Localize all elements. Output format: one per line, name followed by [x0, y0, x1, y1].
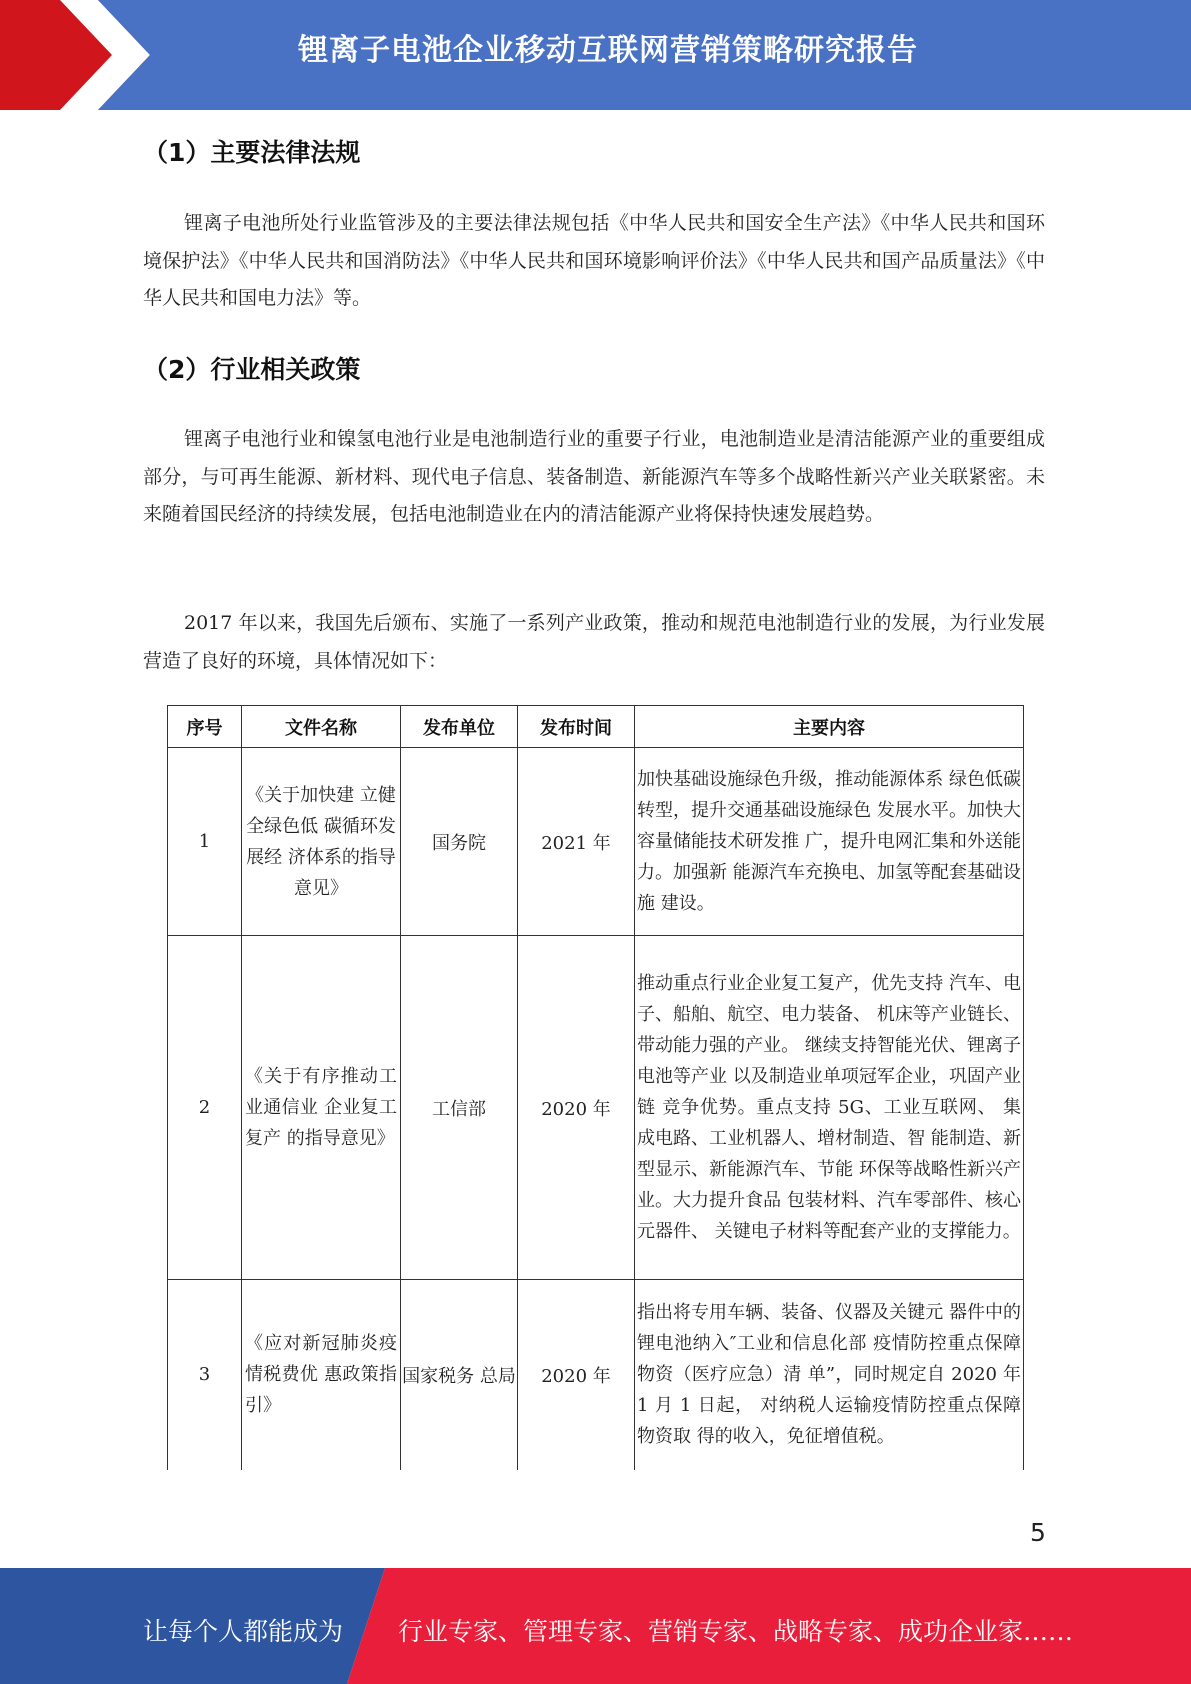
main-content: 推动重点行业企业复工复产，优先支持 汽车、电子、船舶、航空、电力装备、 机床等产业链长、带动能力强的产业。 继续支持智能光伏、锂离子电池等产业 以及制造业单项冠军企业，巩固产业链 竞争优势。重点支持 5G、工业互联网、 集成电路、工业机器人、增材制造、智 能制造、新型显示、新能源汽车、节能 环保等战略性新兴产业。大力提升食品 包装材料、汽车零部件、核心元器件、 关键电子材料等配套产业的支撑能力。 — [635, 936, 1024, 1280]
document-name: 《关于加快建 立健全绿色低 碳循环发展经 济体系的指导 意见》 — [242, 748, 401, 936]
document-name: 《关于有序推动工业通信业 企业复工复产 的指导意见》 — [242, 936, 401, 1280]
page-header — [0, 0, 1191, 110]
issue-date: 2021 年 — [518, 748, 635, 936]
issuer: 工信部 — [401, 936, 518, 1280]
main-content: 加快基础设施绿色升级，推动能源体系 绿色低碳转型，提升交通基础设施绿色 发展水平。加快大容量储能技术研发推 广，提升电网汇集和外送能力。加强新 能源汽车充换电、加氢等配套基础设施 建设。 — [635, 748, 1024, 936]
document-name: 《应对新冠肺炎疫情税费优 惠政策指引》 — [242, 1280, 401, 1470]
column-header-issuer: 发布单位 — [401, 706, 518, 748]
issue-date: 2020 年 — [518, 936, 635, 1280]
section-heading-policies: （2）行业相关政策 — [143, 355, 361, 384]
row-number: 1 — [168, 748, 242, 936]
row-number: 2 — [168, 936, 242, 1280]
paragraph-laws: 锂离子电池所处行业监管涉及的主要法律法规包括《中华人民共和国安全生产法》《中华人民共和国环境保护法》《中华人民共和国消防法》《中华人民共和国环境影响评价法》《中华人民共和国产品质量法》《中华人民共和国电力法》等。 — [143, 212, 1045, 309]
page-number: 5 — [1030, 1518, 1046, 1547]
policy-table — [167, 705, 1024, 1470]
paragraph-intro-table: 2017 年以来，我国先后颁布、实施了一系列产业政策，推动和规范电池制造行业的发展，为行业发展营造了良好的环境，具体情况如下： — [143, 612, 1045, 672]
column-header-document: 文件名称 — [242, 706, 401, 748]
column-header-date: 发布时间 — [518, 706, 635, 748]
column-header-number: 序号 — [168, 706, 242, 748]
footer-slogan-right: 行业专家、管理专家、营销专家、战略专家、成功企业家…… — [398, 1617, 1074, 1646]
row-number: 3 — [168, 1280, 242, 1470]
section-heading-laws: （1）主要法律法规 — [143, 138, 361, 167]
issuer: 国务院 — [401, 748, 518, 936]
table-header-row — [168, 706, 1024, 748]
table-row — [168, 1280, 1024, 1470]
main-content: 指出将专用车辆、装备、仪器及关键元 器件中的锂电池纳入″工业和信息化部 疫情防控重点保障物资（医疗应急）清 单”，同时规定自 2020 年 1 月 1 日起， 对纳税人运输疫情防控重点保障物资取 得的收入，免征增值税。 — [635, 1280, 1024, 1470]
report-title: 锂离子电池企业移动互联网营销策略研究报告 — [298, 33, 918, 68]
table-row — [168, 748, 1024, 936]
issuer: 国家税务 总局 — [401, 1280, 518, 1470]
column-header-content: 主要内容 — [635, 706, 1024, 748]
table-row — [168, 936, 1024, 1280]
paragraph-industry: 锂离子电池行业和镍氢电池行业是电池制造行业的重要子行业，电池制造业是清洁能源产业的重要组成部分，与可再生能源、新材料、现代电子信息、装备制造、新能源汽车等多个战略性新兴产业关联紧密。未来随着国民经济的持续发展，包括电池制造业在内的清洁能源产业将保持快速发展趋势。 — [143, 428, 1045, 525]
issue-date: 2020 年 — [518, 1280, 635, 1470]
footer-slogan-left: 让每个人都能成为 — [143, 1617, 344, 1646]
